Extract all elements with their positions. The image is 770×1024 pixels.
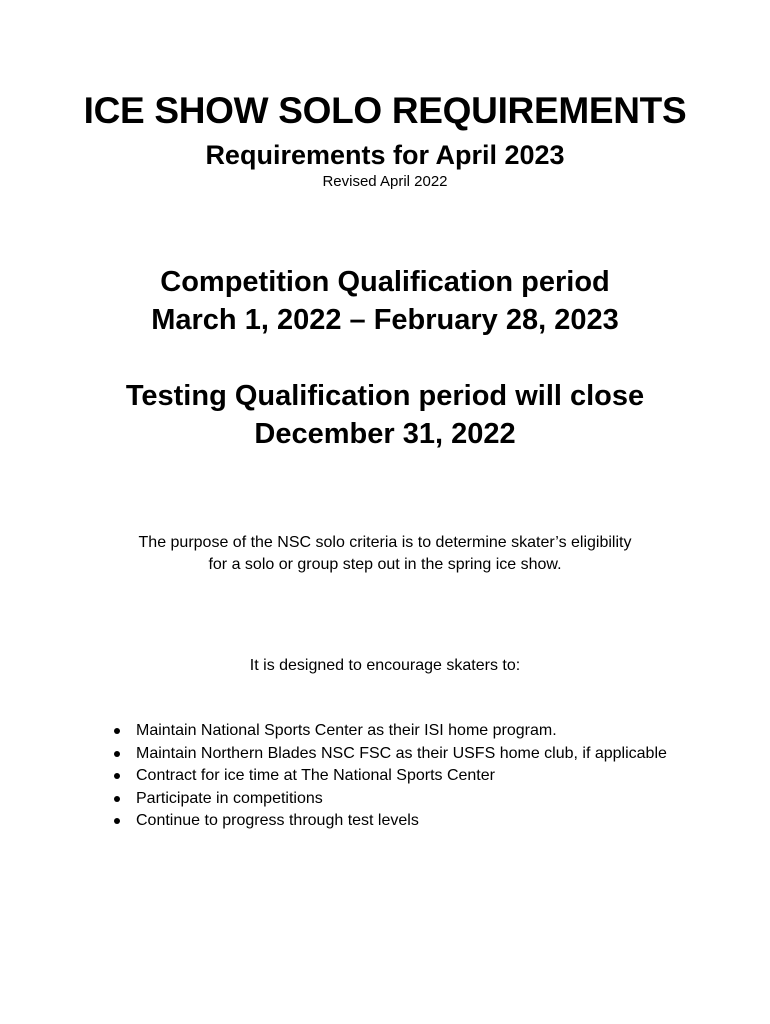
bullet-icon [114, 796, 120, 802]
bullet-icon [114, 773, 120, 779]
competition-period-heading: Competition Qualification period [160, 266, 610, 298]
purpose-line: The purpose of the NSC solo criteria is to determine skater’s eligibility [138, 534, 632, 551]
purpose-line: for a solo or group step out in the spring ice show. [208, 556, 562, 573]
bullet-icon [114, 728, 120, 734]
testing-period-heading: Testing Qualification period will close [125, 380, 645, 412]
list-item [112, 743, 667, 766]
list-item [112, 720, 667, 743]
page-subtitle: Requirements for April 2023 [205, 140, 565, 170]
list-item-text: Contract for ice time at The National Sports Center [136, 767, 495, 784]
bullet-icon [114, 818, 120, 824]
intro-text: It is designed to encourage skaters to: [249, 657, 521, 674]
list-item [112, 810, 667, 833]
testing-period [0, 377, 770, 453]
list-item [112, 765, 667, 788]
competition-period-dates: March 1, 2022 – February 28, 2023 [151, 304, 619, 336]
competition-period [0, 263, 770, 339]
list-item-text: Continue to progress through test levels [136, 812, 419, 829]
list-item [112, 788, 667, 811]
purpose-paragraph [0, 532, 770, 576]
goals-list [112, 720, 667, 833]
list-item-text: Maintain National Sports Center as their ISI home program. [136, 722, 557, 739]
list-item-text: Maintain Northern Blades NSC FSC as their USFS home club, if applicable [136, 744, 667, 762]
testing-period-date: December 31, 2022 [254, 418, 516, 450]
revision-note: Revised April 2022 [322, 173, 448, 190]
bullet-icon [114, 751, 120, 757]
page-title: ICE SHOW SOLO REQUIREMENTS [83, 90, 687, 131]
list-item-text: Participate in competitions [136, 789, 323, 807]
